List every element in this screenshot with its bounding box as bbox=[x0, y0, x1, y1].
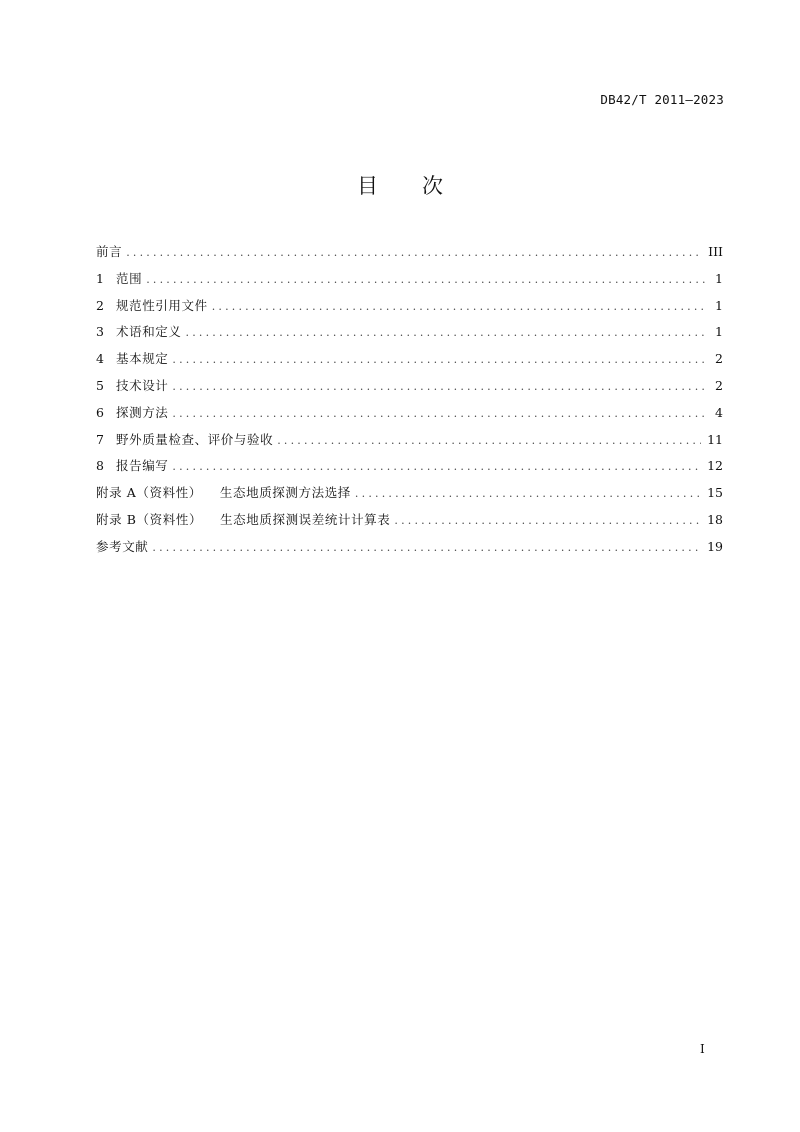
toc-label: 基本规定 bbox=[116, 351, 169, 367]
toc-entry-normative-references[interactable] bbox=[96, 297, 723, 324]
toc-label: 技术设计 bbox=[116, 377, 169, 393]
toc-entry-detection-methods[interactable] bbox=[96, 404, 723, 431]
title-char-1: 目 bbox=[357, 174, 378, 198]
toc-leader-dots bbox=[146, 271, 707, 289]
toc-leader-dots bbox=[172, 405, 707, 423]
toc-label: 范围 bbox=[116, 270, 143, 286]
toc-page-number: 1 bbox=[715, 297, 723, 313]
toc-appendix-title: 生态地质探测方法选择 bbox=[219, 485, 351, 501]
toc-leader-dots bbox=[277, 432, 701, 450]
toc-label: 术语和定义 bbox=[116, 324, 182, 340]
toc-page-number: 2 bbox=[715, 351, 723, 367]
toc-entry-foreword[interactable] bbox=[96, 243, 723, 270]
toc-label: 野外质量检查、评价与验收 bbox=[116, 431, 274, 447]
toc-leader-dots bbox=[126, 244, 702, 262]
toc-page-number: 1 bbox=[715, 270, 723, 286]
toc-section-number: 2 bbox=[96, 297, 104, 313]
standard-code: DB42/T 2011—2023 bbox=[600, 92, 724, 107]
toc-page-number: 12 bbox=[707, 458, 723, 474]
page-number: I bbox=[700, 1042, 705, 1056]
toc-leader-dots bbox=[355, 485, 701, 503]
toc-entry-terms-definitions[interactable] bbox=[96, 323, 723, 350]
toc-leader-dots bbox=[152, 539, 701, 557]
toc-entry-basic-provisions[interactable] bbox=[96, 350, 723, 377]
toc-label: 附录 B（资料性） bbox=[96, 511, 203, 527]
toc-label: 探测方法 bbox=[116, 404, 169, 420]
toc-section-number: 4 bbox=[96, 351, 104, 367]
toc-label: 附录 A（资料性） bbox=[96, 485, 202, 501]
toc-page-number: 18 bbox=[707, 511, 723, 527]
toc-entry-bibliography[interactable] bbox=[96, 538, 723, 565]
toc-entry-appendix-b[interactable] bbox=[96, 511, 723, 538]
toc-leader-dots bbox=[212, 298, 707, 316]
toc-leader-dots bbox=[172, 458, 701, 476]
toc-section-number: 6 bbox=[96, 404, 104, 420]
table-of-contents bbox=[96, 243, 723, 565]
toc-section-number: 8 bbox=[96, 458, 104, 474]
toc-page-number: 1 bbox=[715, 324, 723, 340]
toc-label: 报告编写 bbox=[116, 458, 169, 474]
toc-section-number: 7 bbox=[96, 431, 104, 447]
toc-leader-dots bbox=[186, 324, 707, 342]
toc-section-number: 3 bbox=[96, 324, 104, 340]
toc-leader-dots bbox=[172, 351, 707, 369]
toc-entry-appendix-a[interactable] bbox=[96, 484, 723, 511]
toc-label: 参考文献 bbox=[96, 538, 149, 554]
toc-label: 规范性引用文件 bbox=[116, 297, 208, 313]
toc-entry-field-quality-inspection[interactable] bbox=[96, 431, 723, 458]
toc-entry-scope[interactable] bbox=[96, 270, 723, 297]
toc-page-number: 4 bbox=[715, 404, 723, 420]
toc-entry-report-writing[interactable] bbox=[96, 457, 723, 484]
toc-section-number: 5 bbox=[96, 377, 104, 393]
page-title bbox=[0, 170, 800, 200]
toc-section-number: 1 bbox=[96, 270, 104, 286]
toc-page-number: 2 bbox=[715, 377, 723, 393]
toc-leader-dots bbox=[394, 512, 701, 530]
toc-page-number: 15 bbox=[707, 485, 723, 501]
toc-page-number: 11 bbox=[707, 431, 723, 447]
title-char-2: 次 bbox=[422, 174, 443, 198]
toc-page-number: 19 bbox=[707, 538, 723, 554]
toc-leader-dots bbox=[172, 378, 707, 396]
toc-page-number: III bbox=[708, 244, 723, 259]
toc-entry-technical-design[interactable] bbox=[96, 377, 723, 404]
toc-appendix-title: 生态地质探测误差统计计算表 bbox=[220, 511, 391, 527]
toc-label: 前言 bbox=[96, 244, 123, 259]
